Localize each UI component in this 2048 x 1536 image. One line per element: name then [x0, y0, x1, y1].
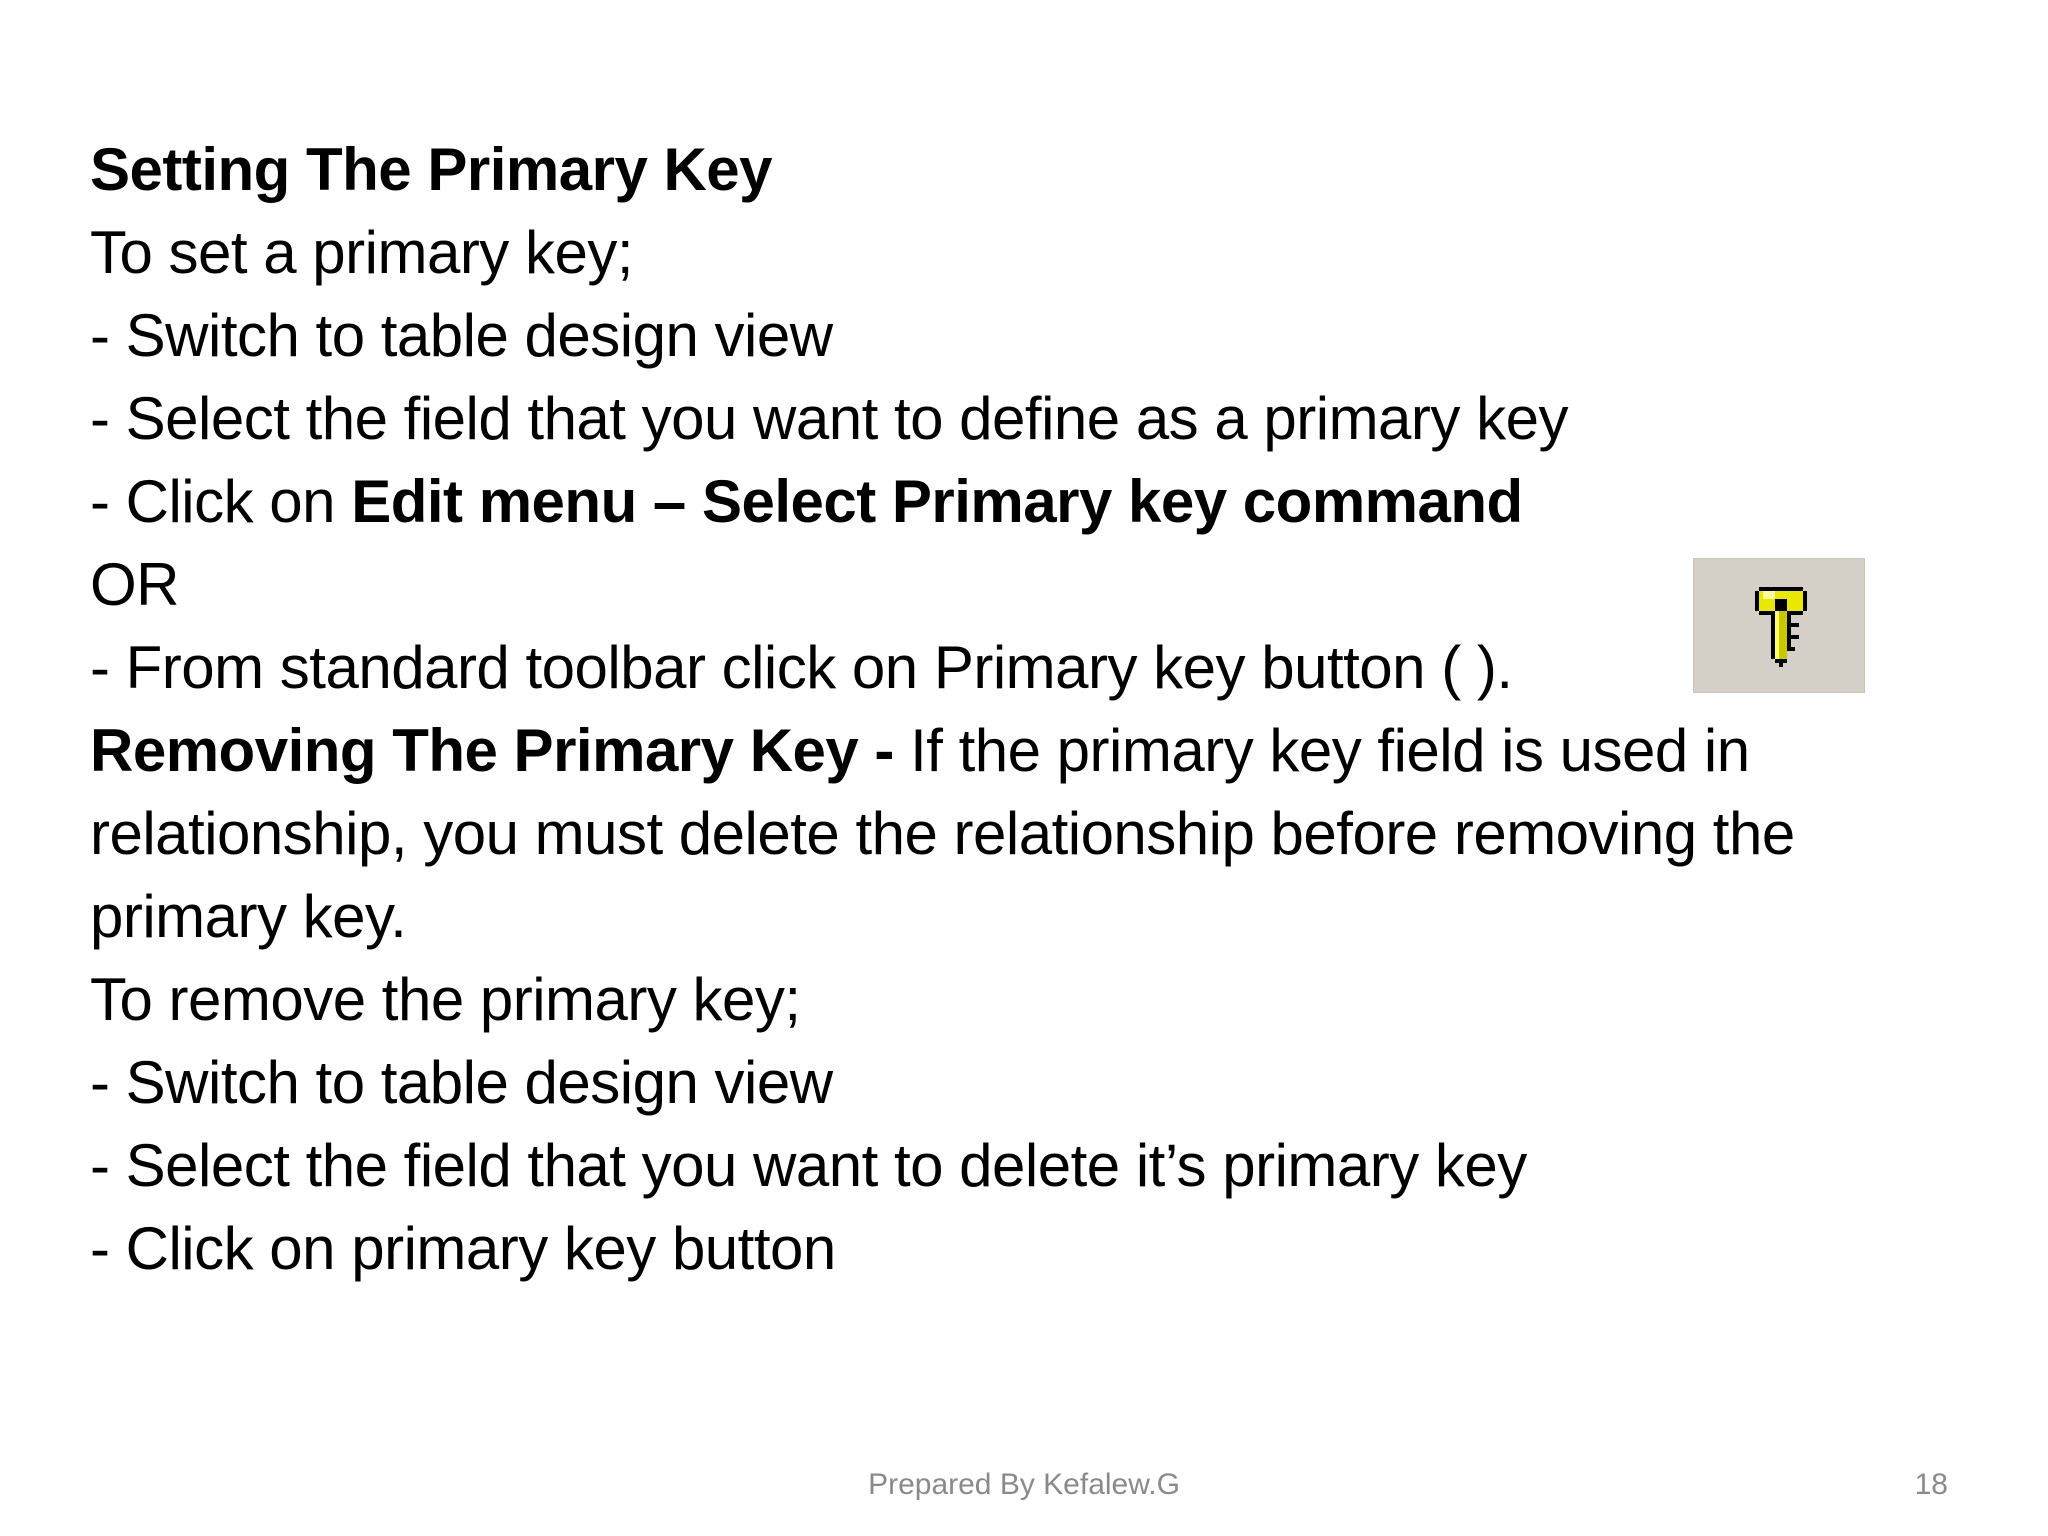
removing-step-3: - Click on primary key button [90, 1215, 836, 1282]
slide-body [90, 128, 1990, 1290]
setting-step-1: - Switch to table design view [90, 302, 833, 369]
removing-step-1: - Switch to table design view [90, 1049, 833, 1116]
setting-intro: To set a primary key; [90, 219, 634, 286]
primary-key-button-image [1693, 558, 1865, 693]
page-number: 18 [1914, 1468, 1948, 1501]
or-label: OR [90, 551, 179, 618]
removing-desc-line-2: relationship, you must delete the relationship before removing the [90, 800, 1795, 867]
primary-key-icon [1751, 587, 1811, 667]
section-heading-setting: Setting The Primary Key [90, 136, 773, 203]
removing-paragraph-line-1 [90, 709, 1990, 792]
removing-desc-line-3: primary key. [90, 883, 407, 950]
removing-intro: To remove the primary key; [90, 966, 801, 1033]
setting-step-3-command: Edit menu – Select Primary key command [351, 468, 1523, 535]
setting-step-2: - Select the field that you want to define as a primary key [90, 385, 1568, 452]
section-heading-removing: Removing The Primary Key - [90, 717, 911, 784]
removing-step-2: - Select the field that you want to delete it’s primary key [90, 1132, 1527, 1199]
removing-desc-line-1: If the primary key field is used in [910, 717, 1750, 784]
setting-step-3-prefix: - Click on [90, 468, 352, 535]
footer-author: Prepared By Kefalew.G [868, 1468, 1180, 1501]
setting-step-3 [90, 460, 1990, 543]
setting-step-4: - From standard toolbar click on Primary key button ( ). [90, 634, 1513, 701]
